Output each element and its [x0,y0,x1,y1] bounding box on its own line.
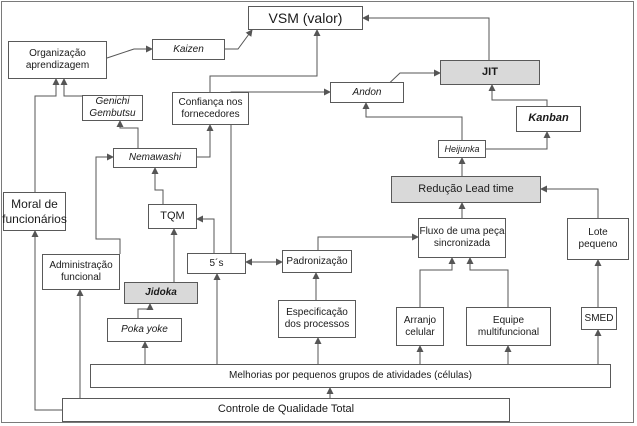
arrow-equipe-to-fluxo [470,258,508,307]
node-fluxo-peca [418,218,506,258]
node-moral-funcionarios [3,192,66,231]
arrow-jit-to-vsm [363,18,489,60]
node-heijunka-label: Heijunka [444,143,480,154]
node-andon-label: Andon [352,86,382,98]
node-tqm-label: TQM [160,209,185,222]
node-kaizen [152,39,225,60]
arrow-nemawashi-to-confianca [197,125,210,157]
node-equipe-multifuncional-label: Equipe multifuncional [477,314,540,338]
node-controle-qualidade-total [62,398,510,422]
arrow-tqm-to-nemawashi [155,168,163,204]
arrow-pokayoke-to-jidoka [138,304,150,318]
arrow-confianca-to-vsm [210,30,317,92]
node-administracao-funcional [42,254,120,290]
arrow-lote-to-reducao [541,189,598,218]
node-vsm-valor-label: VSM (valor) [268,9,343,26]
arrow-admin-to-nemawashi [96,157,120,254]
arrow-org-to-kaizen [107,49,152,58]
node-kanban-label: Kanban [528,112,569,125]
node-reducao-lead-time [391,176,541,203]
node-arranjo-celular-label: Arranjo celular [403,314,437,338]
node-lote-pequeno-label: Lote pequeno [578,227,618,250]
node-equipe-multifuncional [466,307,551,346]
node-jit [440,60,540,85]
node-padronizacao [282,250,352,273]
arrow-cincos-to-tqm [197,219,214,253]
arrow-nemawashi-to-genichi [120,121,138,148]
arrow-kanban-to-jit [492,85,547,106]
node-genichi-gembutsu-label: Genichi Gembutsu [89,96,136,119]
arrow-arranjo-to-fluxo [420,258,452,307]
node-jidoka [124,282,198,304]
node-genichi-gembutsu [82,95,143,121]
node-smed [581,307,617,330]
node-administracao-funcional-label: Administração funcional [49,260,113,283]
node-kanban [516,106,581,132]
node-lote-pequeno [567,218,629,260]
node-vsm-valor [248,6,363,30]
arrow-moral-to-org [35,79,56,192]
node-nemawashi [113,148,197,168]
node-smed-label: SMED [584,312,614,324]
node-melhorias-pequenos-grupos [90,364,611,388]
node-5s-label: 5´s [209,257,224,269]
node-reducao-lead-time-label: Redução Lead time [418,182,514,195]
node-melhorias-pequenos-grupos-label: Melhorias por pequenos grupos de atividades (células) [229,370,472,381]
node-confianca-fornecedores-label: Confiança nos fornecedores [178,96,243,120]
node-jidoka-label: Jidoka [145,287,177,298]
node-especificacao-processos-label: Especificação dos processos [284,307,350,330]
node-heijunka [438,140,486,158]
arrow-padron-to-fluxo [318,237,418,250]
node-jit-label: JIT [482,65,498,78]
arrow-genichi-to-org [64,79,82,96]
arrow-kaizen-to-vsm [225,30,252,49]
node-moral-funcionarios-label: Moral de funcionários [2,197,67,226]
node-organizacao-aprendizagem [8,41,107,79]
node-kaizen-label: Kaizen [173,43,204,55]
node-nemawashi-label: Nemawashi [128,152,182,163]
node-poka-yoke-label: Poka yoke [121,324,168,335]
node-organizacao-aprendizagem-label: Organização aprendizagem [25,48,90,71]
node-poka-yoke [107,318,182,342]
node-fluxo-peca-label: Fluxo de uma peça sincronizada [419,226,505,249]
node-controle-qualidade-total-label: Controle de Qualidade Total [217,403,355,416]
node-andon [330,82,404,103]
node-tqm [148,204,197,229]
arrow-heijunka-to-kanban [486,132,547,149]
node-5s [187,253,246,274]
node-confianca-fornecedores [172,92,249,125]
arrow-heijunka-to-andon [366,103,462,140]
node-especificacao-processos [278,300,356,338]
node-padronizacao-label: Padronização [286,255,348,267]
node-arranjo-celular [396,307,444,346]
